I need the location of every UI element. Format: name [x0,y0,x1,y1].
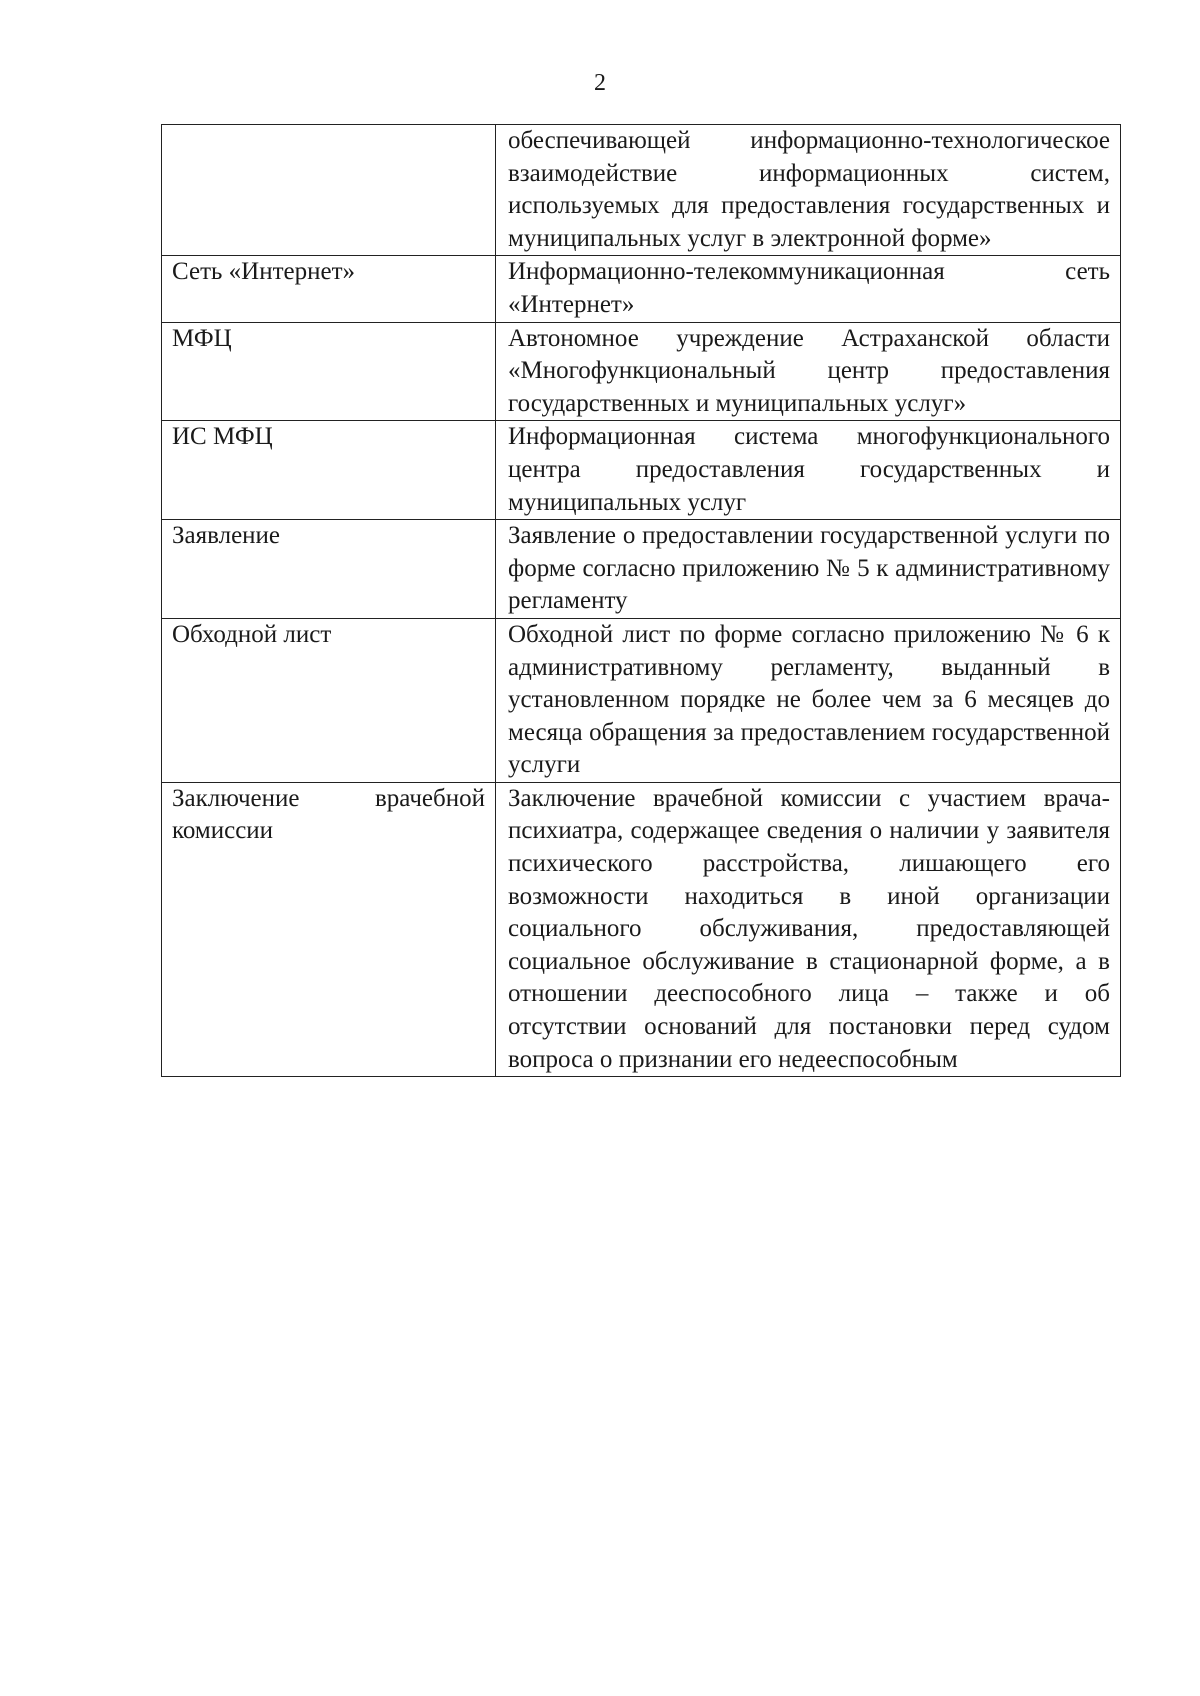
term-text: ИС МФЦ [172,423,273,451]
table-row [162,782,1121,1076]
term-cell [162,520,496,619]
definition-text: Заключение врачебной комиссии с участием врача-психиатра, содержащее сведения о наличии у заявителя психического расстройства, лишающего его возможности находиться в иной организации социального обслуживания, предоставляющей социальное обслуживание в стационарной форме, а в отношении дееспособного лица – также и об отсутствии оснований для постановки перед судом вопроса о признании его недееспособным [508,784,1110,1073]
definition-text: Обходной лист по форме согласно приложению № 6 к административному регламенту, выданный в установленном порядке не более чем за 6 месяцев до месяца обращения за предоставлением государственной услуги [508,620,1110,779]
term-cell [162,125,496,256]
term-cell [162,782,496,1076]
definition-cell [496,322,1121,421]
definition-text: обеспечивающей информационно-технологическое взаимодействие информационных систем, используемых для предоставления государственных и муниципальных услуг в электронной форме» [508,127,1110,252]
definition-cell [496,125,1121,256]
term-cell [162,421,496,520]
term-text: Обходной лист [172,620,332,648]
term-cell [162,256,496,322]
definition-text: Заявление о предоставлении государственной услуги по форме согласно приложению № 5 к административному регламенту [508,522,1110,615]
page-number: 2 [594,70,606,96]
table-row [162,322,1121,421]
term-text: Заявление [172,522,281,550]
definition-cell [496,618,1121,782]
term-cell [162,618,496,782]
definition-cell [496,256,1121,322]
term-text: Заключение врачебной комиссии [172,784,485,845]
term-text: МФЦ [172,324,232,352]
term-cell [162,322,496,421]
terms-table [161,124,1121,1077]
table-row [162,125,1121,256]
definition-cell [496,421,1121,520]
table-row [162,421,1121,520]
table-row [162,618,1121,782]
definition-text: Информационно-телекоммуникационная сеть «Интернет» [508,258,1110,318]
table-row [162,520,1121,619]
definition-cell [496,782,1121,1076]
definition-text: Автономное учреждение Астраханской области «Многофункциональный центр предоставления государственных и муниципальных услуг» [508,324,1110,417]
term-text: Сеть «Интернет» [172,258,356,286]
definition-text: Информационная система многофункционального центра предоставления государственных и муниципальных услуг [508,423,1110,516]
definition-cell [496,520,1121,619]
table-row [162,256,1121,322]
